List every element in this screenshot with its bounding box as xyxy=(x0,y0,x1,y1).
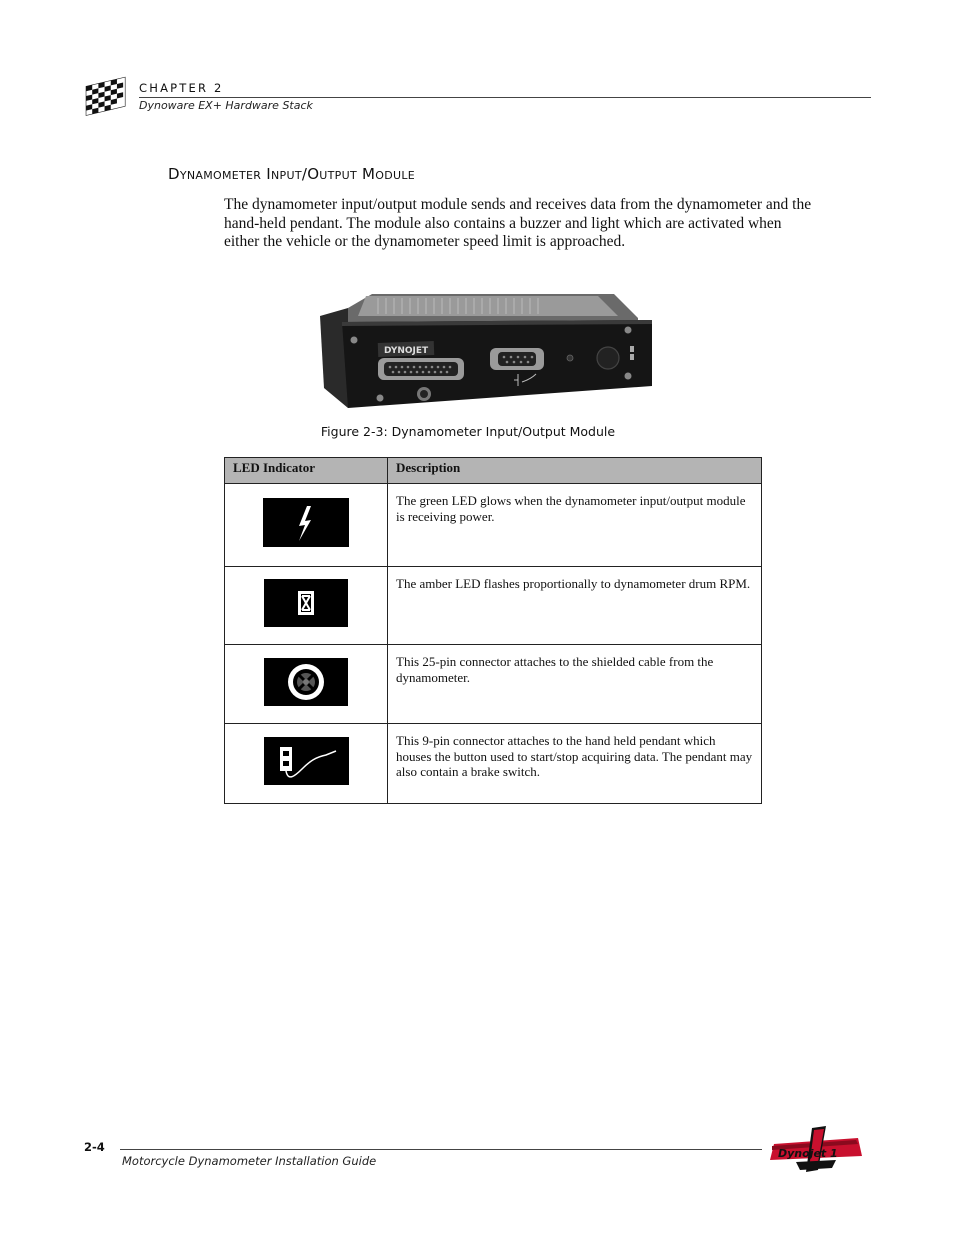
description-cell: The amber LED flashes proportionally to dynamometer drum RPM. xyxy=(388,567,762,645)
dynojet-logo xyxy=(766,1126,866,1176)
chapter-label: CHAPTER 2 xyxy=(139,81,224,95)
pendant-connector-icon xyxy=(264,737,349,785)
table-row xyxy=(225,724,762,804)
page-number: 2-4 xyxy=(84,1140,105,1154)
svg-text:DYNOJET: DYNOJET xyxy=(384,346,429,356)
checkered-flag-logo xyxy=(84,76,132,120)
description-cell: This 25-pin connector attaches to the shielded cable from the dynamometer. xyxy=(388,645,762,724)
led-indicator-cell xyxy=(225,567,388,645)
table-row xyxy=(225,484,762,567)
25-pin-connector-icon xyxy=(264,658,348,706)
table-row xyxy=(225,645,762,724)
module-photo xyxy=(318,290,654,410)
description-cell: The green LED glows when the dynamometer input/output module is receiving power. xyxy=(388,484,762,567)
led-indicator-cell xyxy=(225,645,388,724)
led-indicator-table xyxy=(224,457,762,804)
table-header-row xyxy=(225,458,762,484)
footer-rule xyxy=(120,1149,762,1150)
led-indicator-cell xyxy=(225,724,388,804)
drum-rpm-icon xyxy=(264,579,348,627)
description-cell: This 9-pin connector attaches to the hand held pendant which houses the button used to start/stop acquiring data. The pendant may also contain a brake switch. xyxy=(388,724,762,804)
svg-text:Dynojet 1: Dynojet 1 xyxy=(778,1147,838,1160)
chapter-subtitle: Dynoware EX+ Hardware Stack xyxy=(139,99,313,112)
section-title: Dynamometer Input/Output Module xyxy=(168,165,416,183)
section-body: The dynamometer input/output module sends and receives data from the dynamometer and the hand-held pendant. The module also contains a buzzer and light which are activated when either the vehicle or the dynamometer speed limit is approached. xyxy=(224,196,812,251)
figure-caption-text: Figure 2-3: Dynamometer Input/Output Module xyxy=(320,424,616,439)
column-header-description: Description xyxy=(388,458,762,484)
table-row xyxy=(225,567,762,645)
column-header-led-indicator: LED Indicator xyxy=(225,458,388,484)
figure-caption xyxy=(318,424,654,439)
header-rule xyxy=(139,97,871,98)
guide-title: Motorcycle Dynamometer Installation Guide xyxy=(122,1154,377,1168)
led-indicator-cell xyxy=(225,484,388,567)
power-lightning-icon xyxy=(263,498,349,547)
